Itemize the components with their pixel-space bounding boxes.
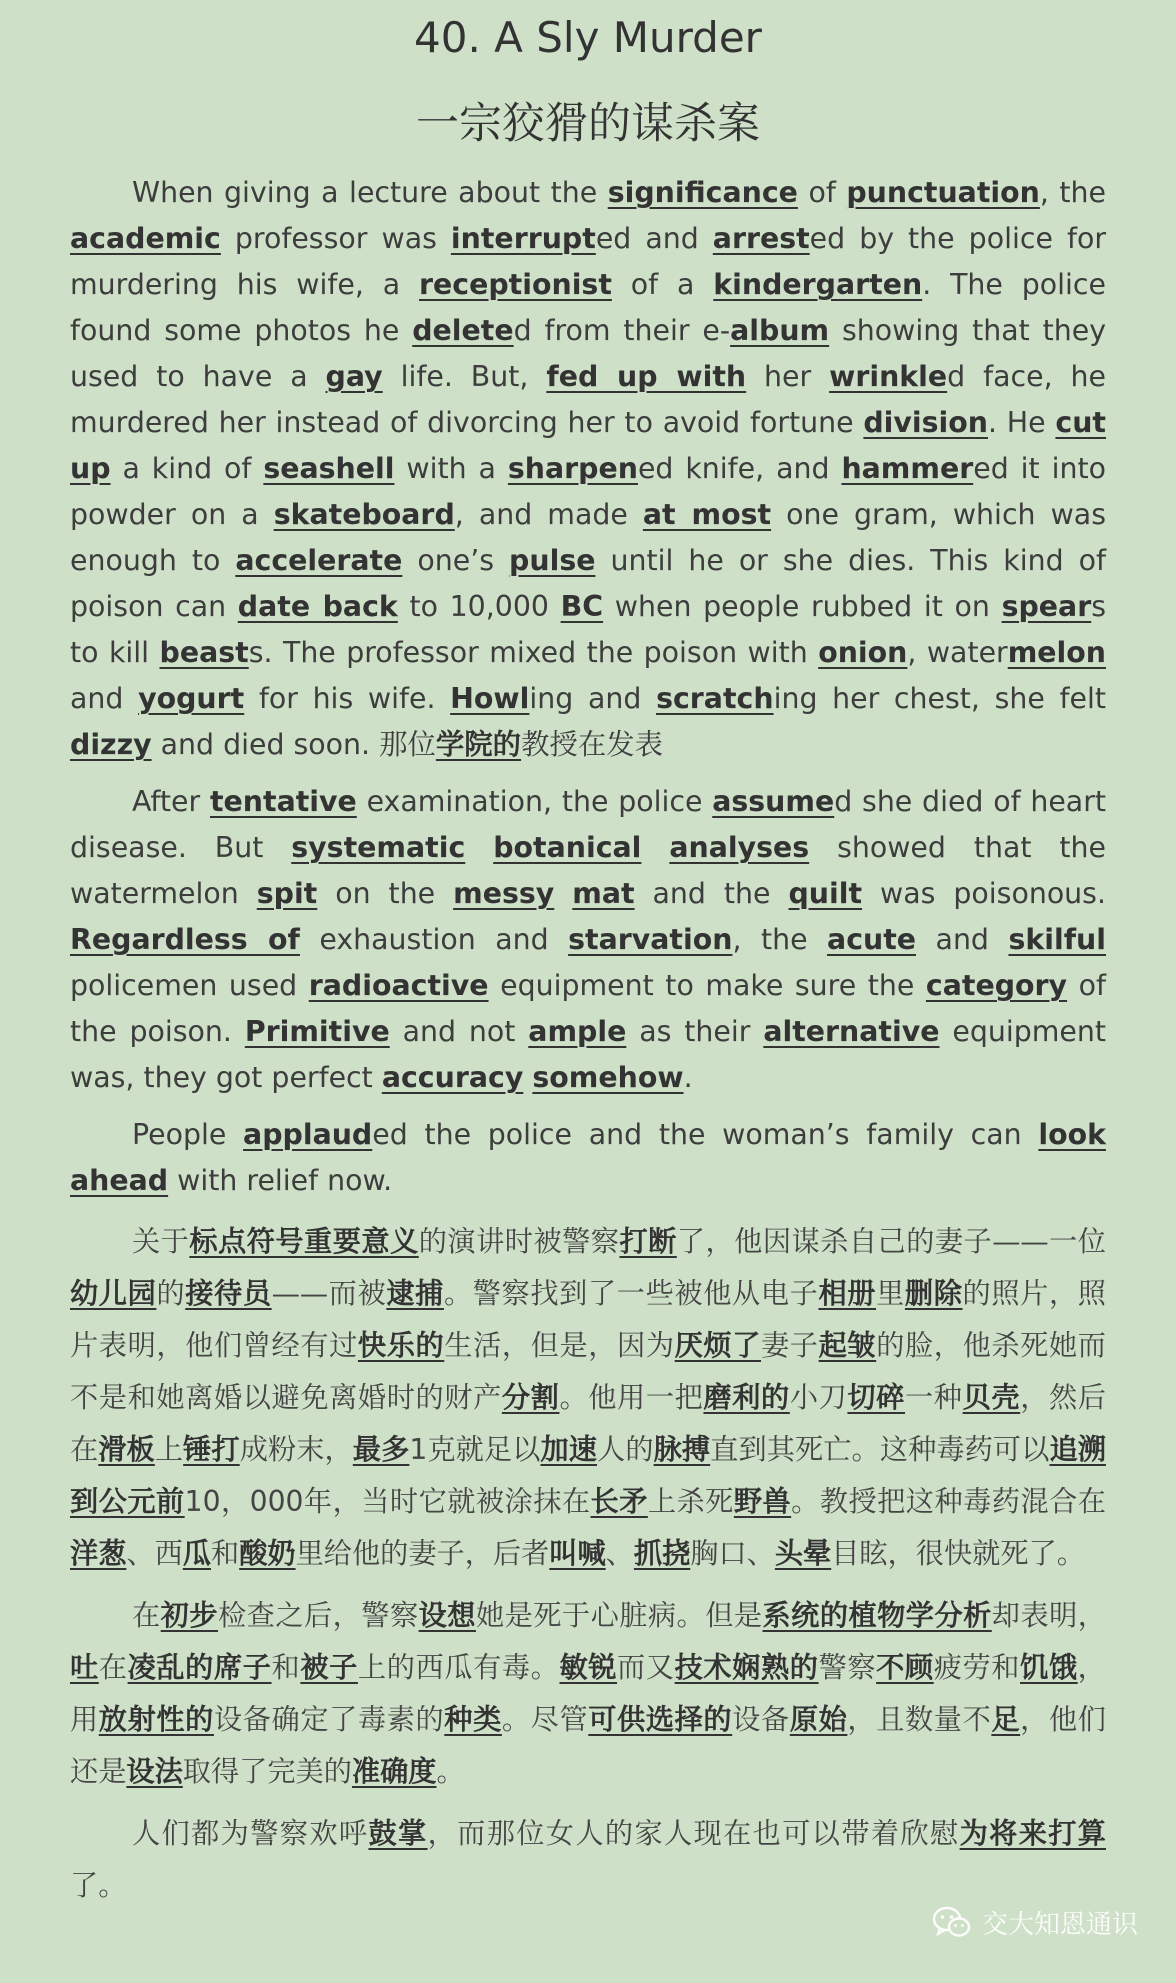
text-run: ，而那位女人的家人现在也可以带着欣慰 [427, 1817, 960, 1850]
vocab-word: Primitive [244, 1015, 390, 1048]
text-run: and [916, 923, 1009, 956]
vocab-word: 厌烦了 [674, 1329, 762, 1362]
text-run: was poisonous. [862, 877, 1106, 910]
vocab-word: 脉搏 [653, 1433, 711, 1466]
vocab-word: cut up [70, 406, 1107, 485]
vocab-word: beast [159, 636, 249, 669]
text-run: , and made [454, 498, 643, 531]
text-run: People [132, 1118, 244, 1151]
text-run [641, 831, 669, 864]
vocab-word: skateboard [273, 498, 455, 531]
text-run: d face, he murdered her instead of divorcing her to avoid fortune [70, 360, 1106, 439]
text-run: one gram, which was enough to [70, 498, 1106, 577]
vocab-word: album [730, 314, 830, 347]
vocab-word: 幼儿园 [70, 1277, 157, 1310]
text-run: ing her chest, she felt [773, 682, 1107, 715]
text-run: 胸口、 [690, 1537, 775, 1570]
text-run: ed the police and the woman’s family can [372, 1118, 1039, 1151]
text-run: 人的 [597, 1433, 654, 1466]
text-run: 上的西瓜有毒。 [357, 1651, 560, 1684]
text-run: 疲劳和 [933, 1651, 1021, 1684]
vocab-word: wrinkle [829, 360, 948, 393]
vocab-word: 学院的 [435, 728, 522, 761]
vocab-word: 接待员 [185, 1277, 272, 1310]
vocab-word: seashell [263, 452, 395, 485]
wechat-icon [932, 1906, 972, 1940]
vocab-word: quilt [788, 877, 863, 910]
text-run: ed and [595, 222, 713, 255]
text-run: 目眩，很快就死了。 [831, 1537, 1085, 1570]
vocab-word: 放射性的 [98, 1703, 214, 1736]
vocab-word: somehow [532, 1061, 684, 1094]
vocab-word: 吐 [70, 1651, 99, 1684]
vocab-word: pulse [509, 544, 596, 577]
text-run: 和 [271, 1651, 301, 1684]
text-run: 检查之后，警察 [218, 1599, 419, 1632]
vocab-word: analyses [669, 831, 810, 864]
text-run: 的演讲时被警察 [418, 1225, 620, 1258]
text-run: 在 [132, 1599, 161, 1632]
text-run: 警察 [818, 1651, 877, 1684]
vocab-word: 不顾 [876, 1651, 934, 1684]
vocab-word: 删除 [904, 1277, 963, 1310]
text-run: 、 [605, 1537, 634, 1570]
vocab-word: 可供选择的 [588, 1703, 733, 1736]
text-run: When giving a lecture about the [132, 176, 608, 209]
vocab-word: punctuation [846, 176, 1040, 209]
vocab-word: systematic [291, 831, 466, 864]
text-run: 。警察找到了一些被他从电子 [443, 1277, 819, 1310]
vocab-word: at most [642, 498, 772, 531]
chinese-paragraph [70, 1216, 1106, 1580]
vocab-word: assume [712, 785, 835, 818]
text-run: her [746, 360, 830, 393]
vocab-word: Howl [450, 682, 530, 715]
text-run: with a [394, 452, 508, 485]
text-run: . The police found some photos he [70, 268, 1106, 347]
vocab-word: acute [827, 923, 917, 956]
vocab-word: 抓挠 [633, 1537, 691, 1570]
vocab-word: 锤打 [183, 1433, 240, 1466]
watermark [932, 1904, 1138, 1941]
vocab-word: academic [70, 222, 221, 255]
vocab-word: 足 [991, 1703, 1021, 1736]
text-run: 成粉末， [239, 1433, 353, 1466]
text-run: examination, the police [356, 785, 713, 818]
vocab-word: division [863, 406, 988, 439]
text-run: ed knife, and [637, 452, 842, 485]
vocab-word: 被子 [300, 1651, 358, 1684]
text-run: 直到其死亡。这种毒药可以 [710, 1433, 1050, 1466]
text-run: showed that the watermelon [70, 831, 1106, 910]
vocab-word: yogurt [138, 682, 245, 715]
text-run: 她是死于心脏病。但是 [475, 1599, 763, 1632]
text-run: for his wife. [244, 682, 451, 715]
text-run: ing and [529, 682, 657, 715]
text-run: life. But, [382, 360, 547, 393]
vocab-word: 初步 [160, 1599, 218, 1632]
text-run: 上杀死 [647, 1485, 734, 1518]
english-paragraph [70, 170, 1106, 768]
text-run: , water [907, 636, 1008, 669]
vocab-word: starvation [568, 923, 733, 956]
watermark-text: 交大知恩通识 [981, 1910, 1138, 1940]
vocab-word: 滑板 [98, 1433, 155, 1466]
vocab-word: skilful [1008, 923, 1106, 956]
vocab-word: BC [560, 590, 604, 623]
vocab-word: botanical [493, 831, 642, 864]
text-run: 那位 [379, 728, 436, 761]
text-run: 里 [876, 1277, 905, 1310]
text-run: 设备 [732, 1703, 790, 1736]
vocab-word: 为将来打算 [959, 1817, 1106, 1850]
text-run: 取得了完美的 [182, 1755, 352, 1788]
text-run: 克就足以 [427, 1433, 541, 1466]
vocab-word: 设法 [126, 1755, 183, 1788]
text-run: and not [389, 1015, 529, 1048]
vocab-word: 鼓掌 [368, 1817, 428, 1850]
text-run: d she died of heart disease. But [70, 785, 1107, 864]
vocab-word: 酸奶 [239, 1537, 296, 1570]
text-run: showing that they used to have a [70, 314, 1106, 393]
vocab-word: mat [572, 877, 635, 910]
vocab-word: Regardless of [70, 923, 300, 956]
text-run: on the [317, 877, 454, 910]
text-run: 小刀 [789, 1381, 848, 1414]
vocab-word: sharpen [507, 452, 638, 485]
text-run: 、西 [126, 1537, 183, 1570]
text-run: 1 [409, 1433, 428, 1466]
text-run: and the [634, 877, 789, 910]
vocab-word: radioactive [308, 969, 489, 1002]
vocab-word: gay [325, 360, 383, 393]
vocab-word: 起皱 [818, 1329, 877, 1362]
vocab-word: 追溯到公元前 [70, 1433, 1106, 1518]
vocab-word: dizzy [70, 728, 152, 761]
text-run: 10，000 [184, 1485, 304, 1518]
text-run: s. The professor mixed the poison with [248, 636, 819, 669]
text-run: ，他们还是 [70, 1703, 1106, 1788]
text-run: 了，他因谋杀自己的妻子——一位 [676, 1225, 1106, 1258]
vocab-word: 加速 [540, 1433, 598, 1466]
text-run: equipment was, they got perfect [70, 1015, 1107, 1094]
text-run: 在 [98, 1651, 128, 1684]
text-run: 。他用一把 [559, 1381, 704, 1414]
text-run: After [132, 785, 210, 818]
vocab-word: 切碎 [847, 1381, 905, 1414]
vocab-word: accelerate [235, 544, 403, 577]
text-run: 却表明， [991, 1599, 1106, 1632]
chinese-paragraph [70, 1590, 1106, 1798]
vocab-word: spit [256, 877, 318, 910]
vocab-word: 长矛 [590, 1485, 648, 1518]
text-run: 的照片，照片表明，他们曾经有过 [70, 1277, 1106, 1362]
text-run: d from their e- [513, 314, 731, 347]
vocab-word: onion [818, 636, 908, 669]
text-run: of a [611, 268, 714, 301]
text-run: s to kill [70, 590, 1107, 669]
text-run: ，用 [70, 1651, 1106, 1736]
vocab-word: 快乐的 [357, 1329, 445, 1362]
text-run: of [797, 176, 847, 209]
text-run: 人们都为警察欢呼 [132, 1817, 369, 1850]
vocab-word: 打断 [619, 1225, 677, 1258]
text-run: 。教授把这种毒药混合在 [791, 1485, 1106, 1518]
chinese-paragraph [70, 1808, 1106, 1912]
text-run [465, 831, 493, 864]
text-run: a kind of [110, 452, 264, 485]
text-run: 上 [154, 1433, 184, 1466]
vocab-word: ample [528, 1015, 627, 1048]
vocab-word: 野兽 [733, 1485, 792, 1518]
text-run: 的脸，他杀死她而不是和她离婚以避免离婚时的财产 [70, 1329, 1106, 1414]
text-run: . [683, 1061, 693, 1094]
text-run: of the poison. [70, 969, 1106, 1048]
article-title-chinese: 一宗狡猾的谋杀案 [416, 99, 760, 149]
text-run: 关于 [132, 1225, 190, 1258]
text-run: ed it into powder on a [70, 452, 1106, 531]
vocab-word: receptionist [419, 268, 612, 301]
text-run: , the [732, 923, 828, 956]
vocab-word: 头晕 [774, 1537, 832, 1570]
vocab-word: 敏锐 [559, 1651, 618, 1684]
vocab-word: 贝壳 [962, 1381, 1021, 1414]
text-run: 一种 [905, 1381, 963, 1414]
vocab-word: significance [607, 176, 798, 209]
text-run: 里给他的妻子，后者 [295, 1537, 550, 1570]
vocab-word: 洋葱 [70, 1537, 127, 1570]
text-run: 年，当时它就被涂抹在 [303, 1485, 591, 1518]
text-run: to 10,000 [397, 590, 561, 623]
vocab-word: spear [1001, 590, 1092, 623]
text-run [554, 877, 572, 910]
text-run: 的 [156, 1277, 186, 1310]
vocab-word: 饥饿 [1020, 1651, 1078, 1684]
vocab-word: interrupt [450, 222, 596, 255]
vocab-word: 凌乱的席子 [127, 1651, 272, 1684]
vocab-word: 最多 [352, 1433, 410, 1466]
english-paragraph [70, 1112, 1106, 1204]
vocab-word: 逮捕 [386, 1277, 444, 1310]
vocab-word: 技术娴熟的 [674, 1651, 819, 1684]
text-run: policemen used [70, 969, 309, 1002]
vocab-word: applaud [243, 1118, 373, 1151]
vocab-word: fed up with [546, 360, 747, 393]
text-run: when people rubbed it on [603, 590, 1002, 623]
vocab-word: melon [1007, 636, 1107, 669]
text-run: and [70, 682, 139, 715]
text-run: ed by the police for murdering his wife, a [70, 222, 1106, 301]
vocab-word: delete [412, 314, 514, 347]
vocab-word: alternative [763, 1015, 940, 1048]
vocab-word: 准确度 [351, 1755, 437, 1788]
vocab-word: arrest [712, 222, 810, 255]
text-run: 妻子 [761, 1329, 819, 1362]
text-run: . He [988, 406, 1056, 439]
text-run: ——而被 [271, 1277, 387, 1310]
text-run: with relief now. [168, 1164, 393, 1197]
text-run: 和 [210, 1537, 240, 1570]
vocab-word: 相册 [818, 1277, 877, 1310]
vocab-word: 磨利的 [703, 1381, 790, 1414]
vocab-word: 种类 [444, 1703, 502, 1736]
vocab-word: 叫喊 [549, 1537, 606, 1570]
vocab-word: kindergarten [713, 268, 923, 301]
text-run: 生活，但是，因为 [444, 1329, 675, 1362]
english-paragraph [70, 779, 1106, 1101]
text-run: one’s [402, 544, 510, 577]
vocab-word: messy [453, 877, 555, 910]
vocab-word: 分割 [501, 1381, 560, 1414]
vocab-word: 标点符号重要意义 [189, 1225, 419, 1258]
vocab-word: date back [237, 590, 398, 623]
text-run: ，且数量不 [847, 1703, 992, 1736]
text-run: 。 [436, 1755, 465, 1788]
article [70, 0, 1106, 1912]
text-run: ，然后在 [70, 1381, 1106, 1466]
vocab-word: category [925, 969, 1068, 1002]
text-run: 。尽管 [501, 1703, 589, 1736]
vocab-word: scratch [656, 682, 774, 715]
article-title: 40. A Sly Murder [414, 13, 762, 62]
text-run: until he or she dies. This kind of poison can [70, 544, 1107, 623]
text-run: and died soon. [151, 728, 380, 761]
vocab-word: accuracy [381, 1061, 524, 1094]
vocab-word: 系统的植物学分析 [762, 1599, 992, 1632]
vocab-word: hammer [841, 452, 974, 485]
text-run: exhaustion and [299, 923, 569, 956]
vocab-word: tentative [209, 785, 357, 818]
text-run: 了。 [70, 1869, 127, 1902]
text-run: , the [1039, 176, 1106, 209]
text-run: 教授在发表 [521, 728, 664, 761]
text-run: 设备确定了毒素的 [213, 1703, 445, 1736]
text-run: professor was [220, 222, 451, 255]
vocab-word: 瓜 [182, 1537, 211, 1570]
vocab-word: look ahead [70, 1118, 1106, 1197]
text-run: 而又 [617, 1651, 675, 1684]
vocab-word: 原始 [789, 1703, 848, 1736]
text-run: equipment to make sure the [488, 969, 926, 1002]
vocab-word: 设想 [418, 1599, 476, 1632]
text-run: as their [626, 1015, 764, 1048]
